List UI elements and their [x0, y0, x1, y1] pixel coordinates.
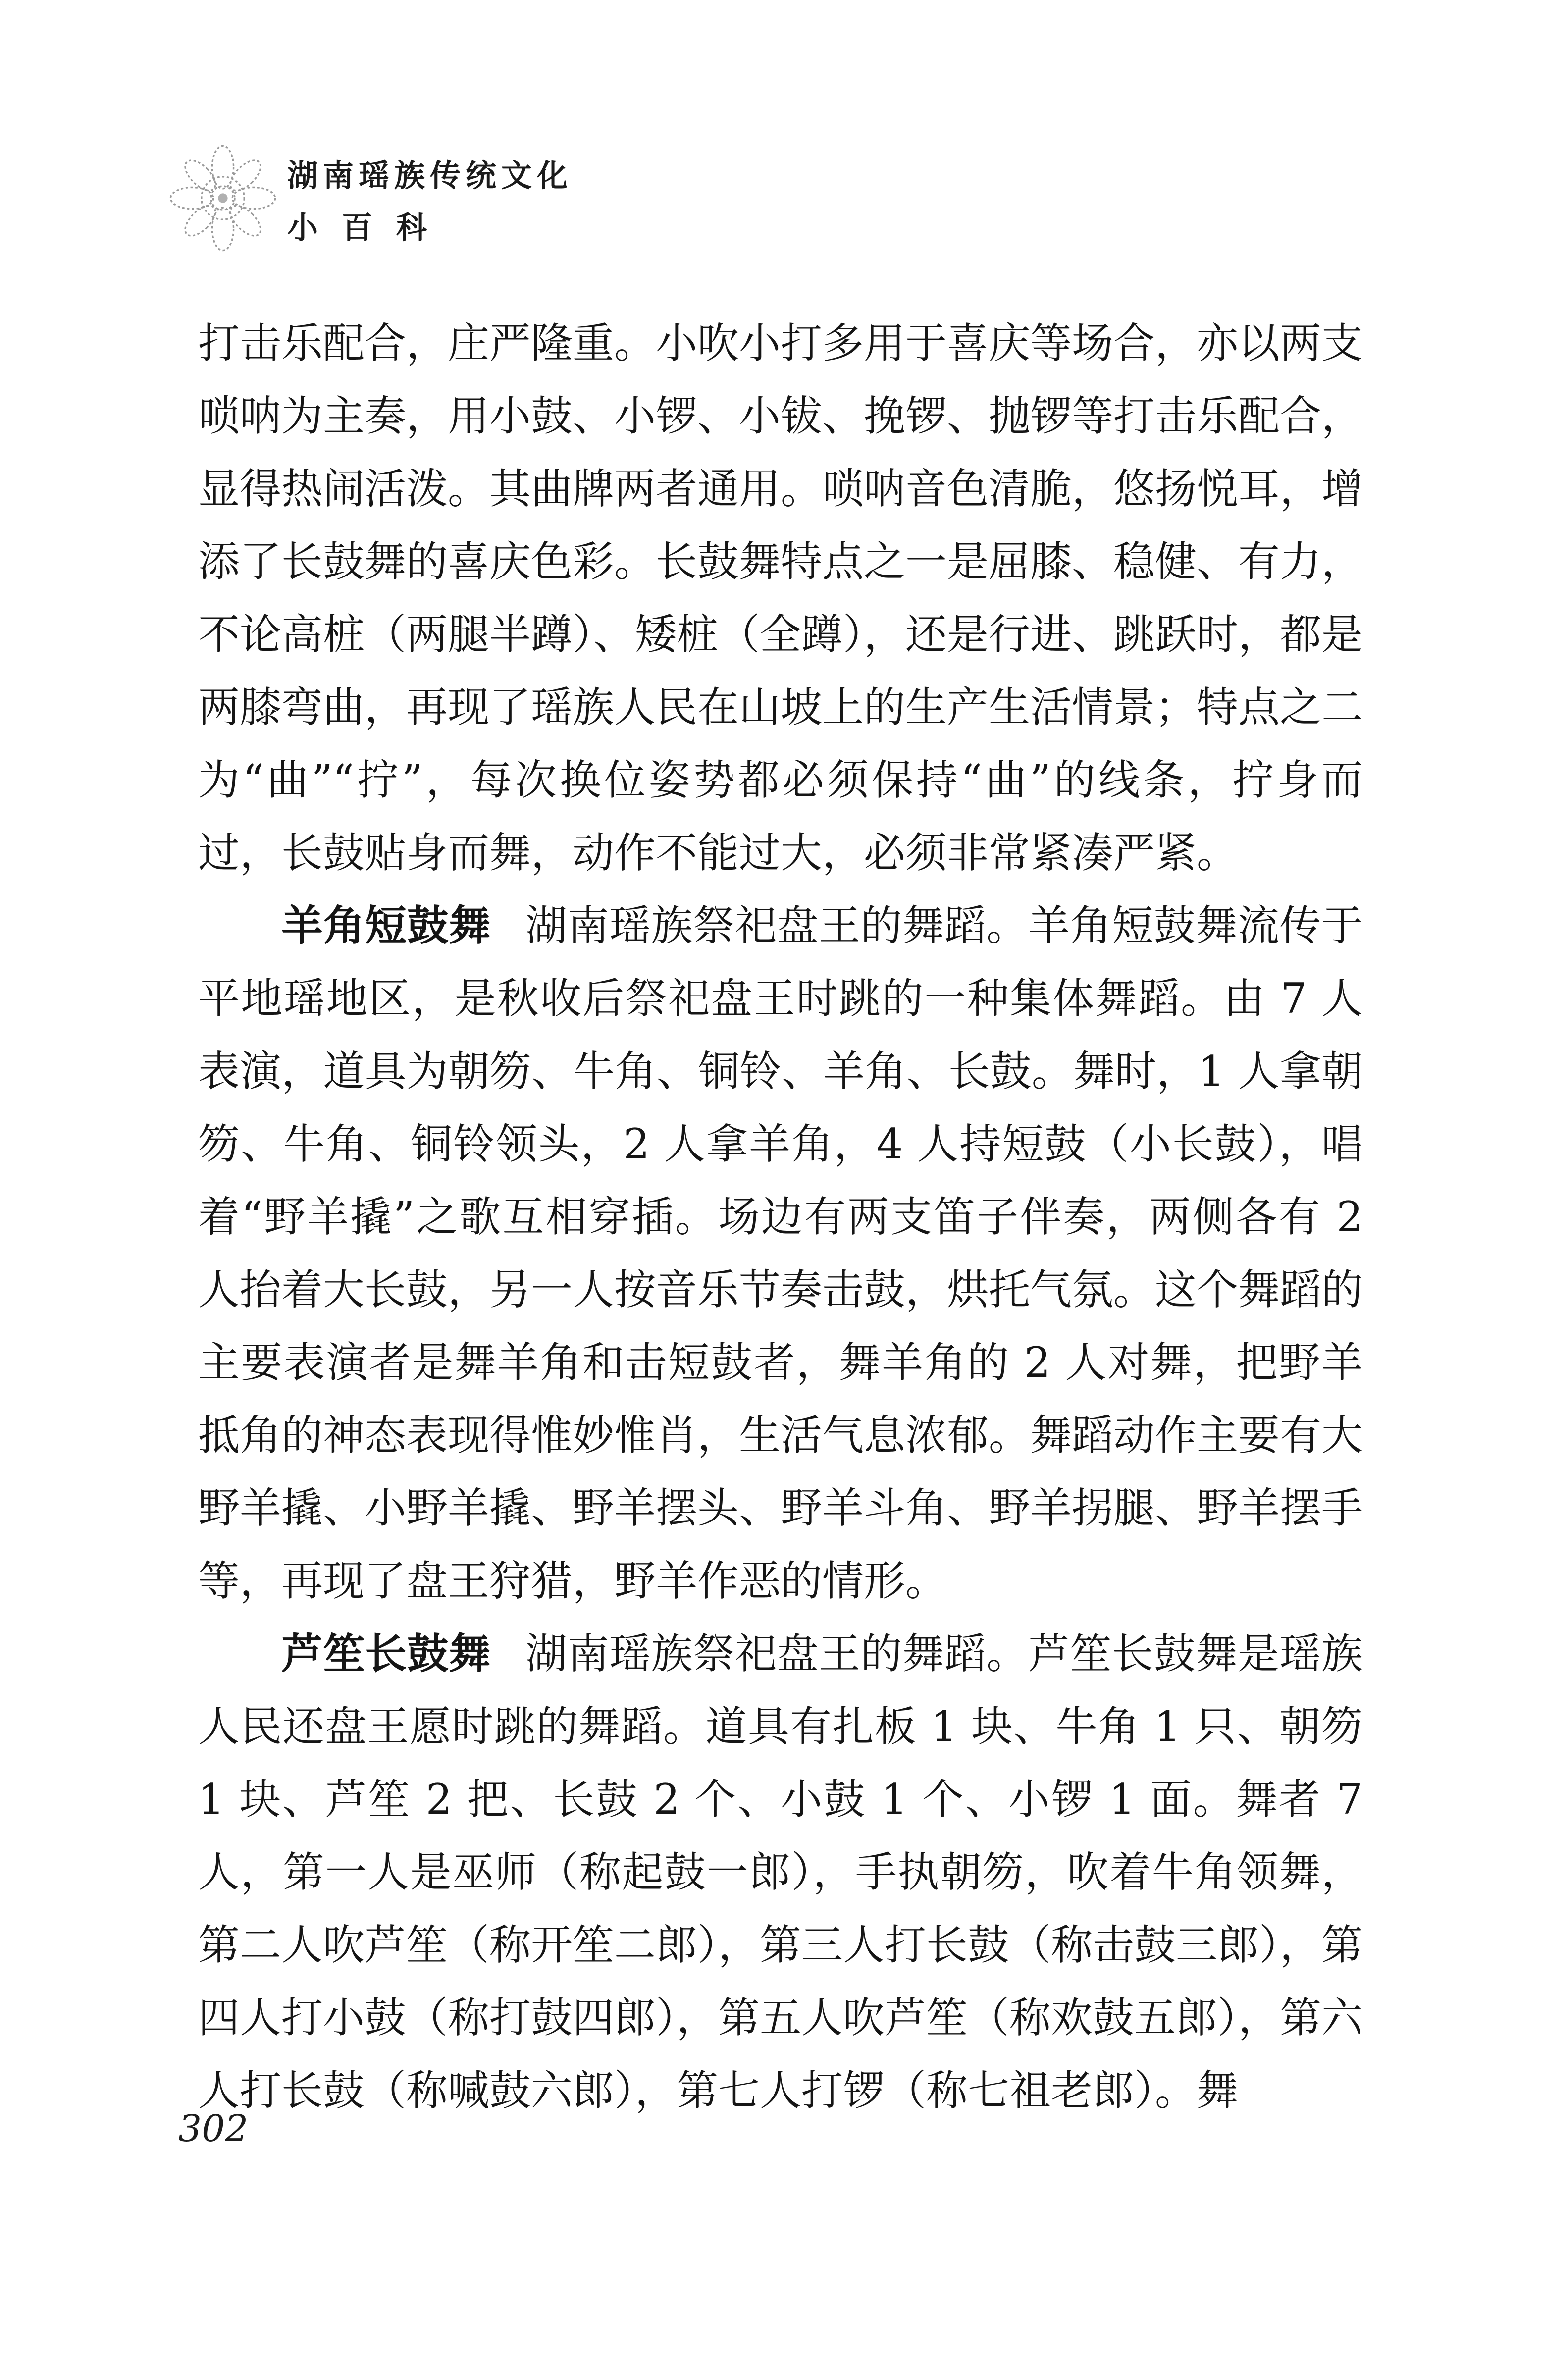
floral-ornament-icon: [163, 139, 282, 258]
entry-text: 湖南瑶族祭祀盘王的舞蹈。羊角短鼓舞流传于平地瑶地区，是秋收后祭祀盘王时跳的一种集体舞蹈。由 7 人表演，道具为朝笏、牛角、铜铃、羊角、长鼓。舞时，1 人拿朝笏、牛角、铜铃领头，2 人拿羊角，4 人持短鼓（小长鼓），唱着“野羊撬”之歌互相穿插。场边有两支笛子伴奏，两侧各有 2 人抬着大长鼓，另一人按音乐节奏击鼓，烘托气氛。这个舞蹈的主要表演者是舞羊角和击短鼓者，舞羊角的 2 人对舞，把野羊抵角的神态表现得惟妙惟肖，生活气息浓郁。舞蹈动作主要有大野羊撬、小野羊撬、野羊摆头、野羊斗角、野羊拐腿、野羊摆手等，再现了盘王狩猎，野羊作恶的情形。: [198, 901, 1363, 1605]
entry-term: 羊角短鼓舞: [281, 901, 491, 950]
body-text: [198, 307, 1363, 2127]
page-number: 302: [178, 2107, 249, 2150]
running-header: [163, 134, 758, 262]
book-series-title: 湖南瑶族传统文化: [287, 157, 573, 194]
paragraph-continuation: [198, 307, 1363, 890]
entry-yangjiao-duangu-wu: [198, 890, 1363, 1618]
entry-term: 芦笙长鼓舞: [281, 1629, 491, 1678]
book-series-subtitle: 小百科: [287, 210, 451, 246]
paragraph-text: 打击乐配合，庄严隆重。小吹小打多用于喜庆等场合，亦以两支唢呐为主奏，用小鼓、小锣、小钹、挽锣、抛锣等打击乐配合，显得热闹活泼。其曲牌两者通用。唢呐音色清脆，悠扬悦耳，增添了长鼓舞的喜庆色彩。长鼓舞特点之一是屈膝、稳健、有力，不论高桩（两腿半蹲）、矮桩（全蹲），还是行进、跳跃时，都是两膝弯曲，再现了瑶族人民在山坡上的生产生活情景；特点之二为“曲”“拧”，每次换位姿势都必须保持“曲”的线条，拧身而过，长鼓贴身而舞，动作不能过大，必须非常紧凑严紧。: [198, 319, 1363, 877]
entry-lusheng-changgu-wu: [198, 1618, 1363, 2127]
entry-text: 湖南瑶族祭祀盘王的舞蹈。芦笙长鼓舞是瑶族人民还盘王愿时跳的舞蹈。道具有扎板 1 块、牛角 1 只、朝笏 1 块、芦笙 2 把、长鼓 2 个、小鼓 1 个、小锣 1 面。舞者 7 人，第一人是巫师（称起鼓一郎），手执朝笏，吹着牛角领舞，第二人吹芦笙（称开笙二郎），第三人打长鼓（称击鼓三郎），第四人打小鼓（称打鼓四郎），第五人吹芦笙（称欢鼓五郎），第六人打长鼓（称喊鼓六郎），第七人打锣（称七祖老郎）。舞: [198, 1629, 1363, 2115]
